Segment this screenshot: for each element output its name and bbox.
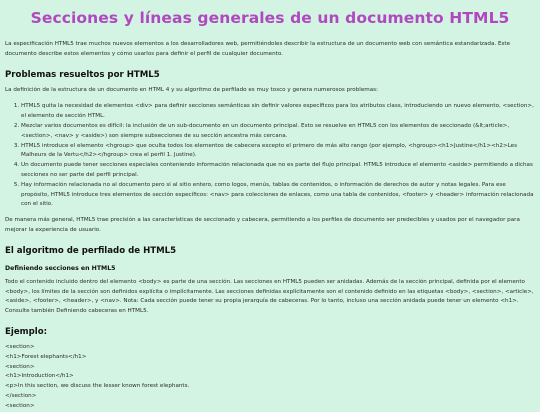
list-item: 1. HTML5 quita la necesidad de elementos <div> para definir secciones semánticas sin definir valores específicos para los atributos class, introduciendo un nuevo elemento, <section>, el elemento de sección HTML. (21, 102, 535, 122)
code-line: <h1>Forest elephants</h1> (5, 353, 87, 360)
code-line: <section> (5, 363, 35, 370)
problems-list (5, 102, 535, 210)
list-item: 4. Un documento puede tener secciones especiales conteniendo información relacionada que no es parte del flujo principal. HTML5 introduce el elemento <aside> permitiendo a dichas secciones no ser parte del perfil principal. (21, 161, 535, 181)
code-line: <section> (5, 343, 35, 350)
sections-paragraph: Todo el contenido incluido dentro del elemento <body> es parte de una sección. Las secciones en HTML5 pueden ser anidadas. Además de la sección principal, definida por el elemento <body>, los límites de la sección son definidos explícita o implícitamente. Las secciones definidas explícitamente son el contenido definido en las etiquetas <body>, <section>, <article>, <aside>, <footer>, <header>, y <nav>. Nota: Cada sección puede tener su propia jerarquía de cabeceras. Por lo tanto, incluso una sección anidada puede tener un elemento <h1>. Consulte también Definiendo cabeceras en HTML5. (5, 278, 534, 315)
list-item: 5. Hay información relacionada no al documento pero si al sitio entero, como logos, menús, tablas de contenidos, o información de derechos de autor y notas legales. Para ese propósito, HTML5 introduce tres elementos de sección específicos: <nav> para colecciones de enlaces, como una tabla de contenidos, <footer> y <header> información relacionada con el sitio. (21, 181, 535, 210)
list-item: 3. HTML5 introduce el elemento <hgroup> que oculta todos los elementos de cabecera excepto el primero de más alto rango (por ejemplo, <hgroup><h1>Justine</h1><h2>Les Malheurs de la Vertu</h2></hgroup> crea el perfil 1. Justine). (21, 142, 535, 162)
summary-paragraph: De manera más general, HTML5 trae precisión a las características de seccionado y cabecera, permitiendo a los perfiles de documento ser predecibles y usados por el navegador para mejorar la experiencia de usuario. (5, 217, 520, 233)
code-line: <h1>Introduction</h1> (5, 373, 74, 380)
list-item: 2. Mezclar varios documentos es difícil: la inclusión de un sub-documento en un documento principal. Esto se resuelve en HTML5 con los elementos de seccionado (&lt;article>, <section>, <nav> y <aside>) son siempre subsecciones de su sección ancestra más cercana. (21, 122, 535, 142)
intro-paragraph: La especificación HTML5 trae muchos nuevos elementos a los desarrolladores web, permitiéndoles describir la estructura de un documento web con semántica estandarizada. Este documento describe estos elementos y cómo usarlos para definir el perfil de cualquier documento. (5, 41, 511, 57)
code-line: </section> (5, 392, 37, 399)
page-title: Secciones y líneas generales de un documento HTML5 (30, 9, 510, 27)
subheading-defining-sections: Definiendo secciones en HTML5 (5, 264, 116, 272)
code-line: <section> (5, 402, 35, 409)
section-heading-example: Ejemplo: (5, 326, 48, 337)
code-example (5, 343, 535, 412)
code-line: <p>In this section, we discuss the lesser known forest elephants. (5, 383, 190, 390)
section-heading-algorithm: El algoritmo de perfilado de HTML5 (5, 245, 177, 256)
section-heading-problems: Problemas resueltos por HTML5 (5, 69, 160, 80)
problems-paragraph: La definición de la estructura de un documento en HTML 4 y su algoritmo de perfilado es muy tosco y genera numerosos problemas: (5, 86, 378, 93)
